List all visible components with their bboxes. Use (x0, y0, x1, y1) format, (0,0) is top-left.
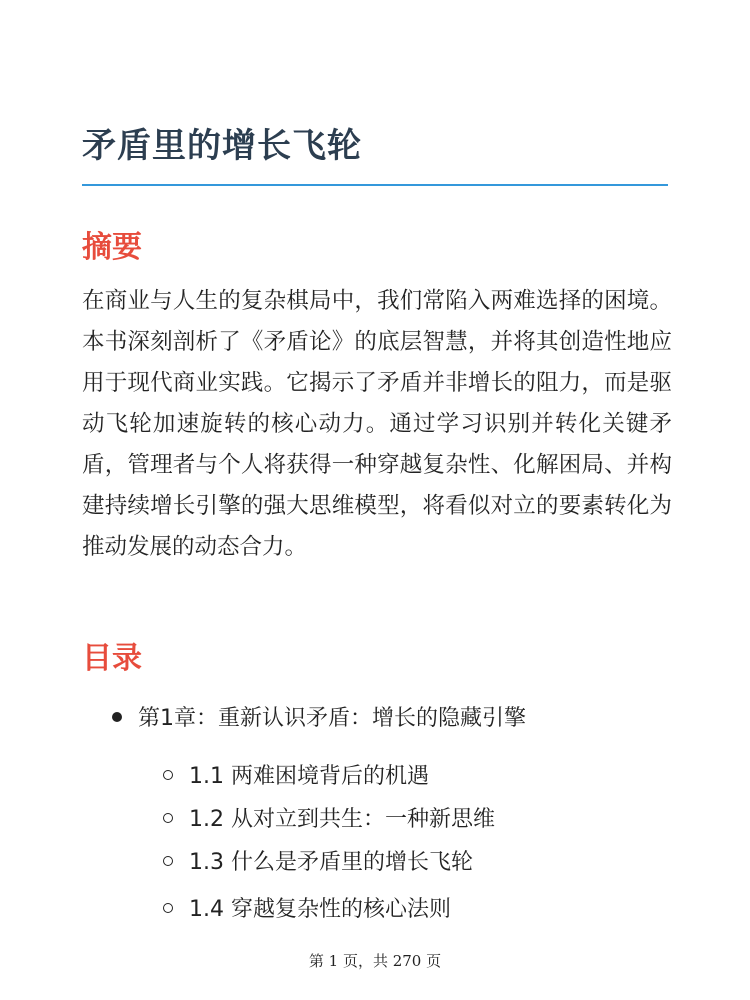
toc-section-label: 1.1 两难困境背后的机遇 (189, 764, 429, 789)
toc-chapter-label: 第1章：重新认识矛盾：增长的隐藏引擎 (138, 706, 526, 731)
page-number: 第 1 页，共 270 页 (308, 952, 442, 970)
abstract-paragraph: 在商业与人生的复杂棋局中，我们常陷入两难选择的困境。本书深刻剖析了《矛盾论》的底层智慧，并将其创造性地应用于现代商业实践。它揭示了矛盾并非增长的阻力，而是驱动飞轮加速旋转的核心动力。通过学习识别并转化关键矛盾，管理者与个人将获得一种穿越复杂性、化解困局、并构建持续增长引擎的强大思维模型，将看似对立的要素转化为推动发展的动态合力。 (82, 288, 672, 560)
toc-heading: 目录 (82, 641, 142, 676)
bullet-disc-icon (112, 712, 122, 722)
toc-section-label: 1.2 从对立到共生：一种新思维 (189, 807, 495, 832)
bullet-circle-icon (163, 903, 173, 913)
document-title: 矛盾里的增长飞轮 (82, 126, 362, 166)
abstract-heading: 摘要 (82, 230, 142, 265)
bullet-circle-icon (163, 770, 173, 780)
toc-section-1-3[interactable] (163, 845, 473, 876)
toc-section-1-1[interactable] (163, 759, 429, 790)
toc-section-1-2[interactable] (163, 802, 495, 833)
toc-section-1-4[interactable] (163, 892, 451, 923)
toc-chapter-1[interactable] (112, 701, 526, 732)
bullet-circle-icon (163, 856, 173, 866)
toc-section-label: 1.4 穿越复杂性的核心法则 (189, 897, 451, 922)
toc-section-label: 1.3 什么是矛盾里的增长飞轮 (189, 850, 473, 875)
bullet-circle-icon (163, 813, 173, 823)
